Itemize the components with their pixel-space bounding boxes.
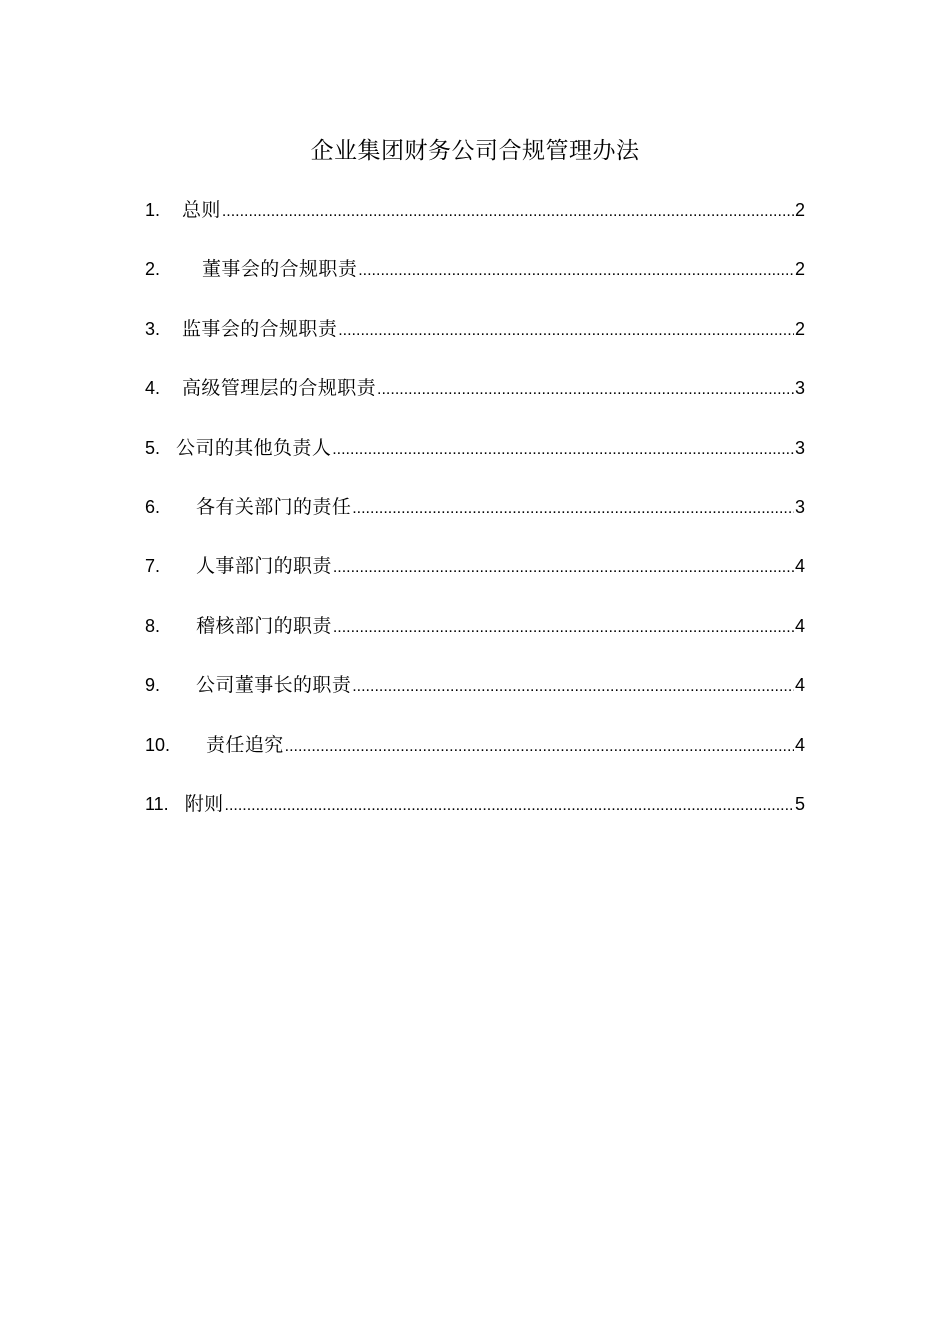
toc-entry-page: 2 xyxy=(794,259,805,280)
toc-entry-label: 监事会的合规职责 xyxy=(182,317,338,340)
toc-dot-leader xyxy=(333,551,794,585)
toc-entry-11[interactable] xyxy=(145,787,805,846)
toc-entry-label: 董事会的合规职责 xyxy=(202,258,358,281)
toc-entry-6[interactable] xyxy=(145,490,805,549)
toc-entry-number: 6. xyxy=(145,496,161,517)
toc-entry-number: 9. xyxy=(145,675,161,696)
toc-entry-number: 4. xyxy=(145,378,161,399)
toc-entry-label: 各有关部门的责任 xyxy=(196,495,352,518)
toc-entry-label: 责任追究 xyxy=(206,733,284,756)
toc-entry-page: 4 xyxy=(794,734,805,755)
toc-entry-page: 3 xyxy=(794,496,805,517)
toc-dot-leader xyxy=(285,730,794,764)
toc-entry-number: 7. xyxy=(145,556,161,577)
toc-entry-number: 5. xyxy=(145,437,161,458)
toc-entry-number: 11. xyxy=(145,793,169,814)
toc-entry-page: 3 xyxy=(794,378,805,399)
toc-entry-label: 公司董事长的职责 xyxy=(196,674,352,697)
toc-entry-number: 10. xyxy=(145,734,171,755)
toc-entry-1[interactable] xyxy=(145,193,805,252)
toc-entry-number: 2. xyxy=(145,259,161,280)
toc-entry-label: 公司的其他负责人 xyxy=(176,436,332,459)
toc-entry-number: 8. xyxy=(145,615,161,636)
toc-entry-label: 人事部门的职责 xyxy=(196,555,332,578)
toc-entry-9[interactable] xyxy=(145,668,805,727)
toc-entry-page: 2 xyxy=(794,200,805,220)
toc-entry-7[interactable] xyxy=(145,549,805,608)
toc-dot-leader xyxy=(352,670,794,704)
toc-entry-label: 稽核部门的职责 xyxy=(196,614,332,637)
toc-dot-leader xyxy=(332,433,794,467)
toc-entry-8[interactable] xyxy=(145,609,805,668)
toc-entry-3[interactable] xyxy=(145,312,805,371)
toc-entry-number: 3. xyxy=(145,318,161,339)
toc-dot-leader xyxy=(225,789,794,823)
toc-entry-page: 2 xyxy=(794,318,805,339)
toc-entry-label: 总则 xyxy=(182,199,221,221)
toc-entry-number: 1. xyxy=(145,200,161,220)
toc-entry-label: 附则 xyxy=(184,792,224,815)
toc-dot-leader xyxy=(377,373,794,407)
toc-entry-page: 5 xyxy=(794,793,805,814)
toc-dot-leader xyxy=(352,492,794,526)
document-title: 企业集团财务公司合规管理办法 xyxy=(310,138,640,164)
toc-entry-page: 4 xyxy=(794,675,805,696)
toc-dot-leader xyxy=(358,254,794,288)
toc-entry-5[interactable] xyxy=(145,431,805,490)
toc-dot-leader xyxy=(333,611,794,645)
toc-entry-label: 高级管理层的合规职责 xyxy=(182,377,377,400)
toc-entry-page: 3 xyxy=(794,437,805,458)
toc-entry-page: 4 xyxy=(794,615,805,636)
toc-entry-4[interactable] xyxy=(145,371,805,430)
toc-entry-page: 4 xyxy=(794,556,805,577)
table-of-contents xyxy=(145,193,805,846)
toc-entry-10[interactable] xyxy=(145,728,805,787)
toc-dot-leader xyxy=(338,314,794,348)
toc-entry-2[interactable] xyxy=(145,252,805,311)
toc-dot-leader xyxy=(222,195,794,229)
